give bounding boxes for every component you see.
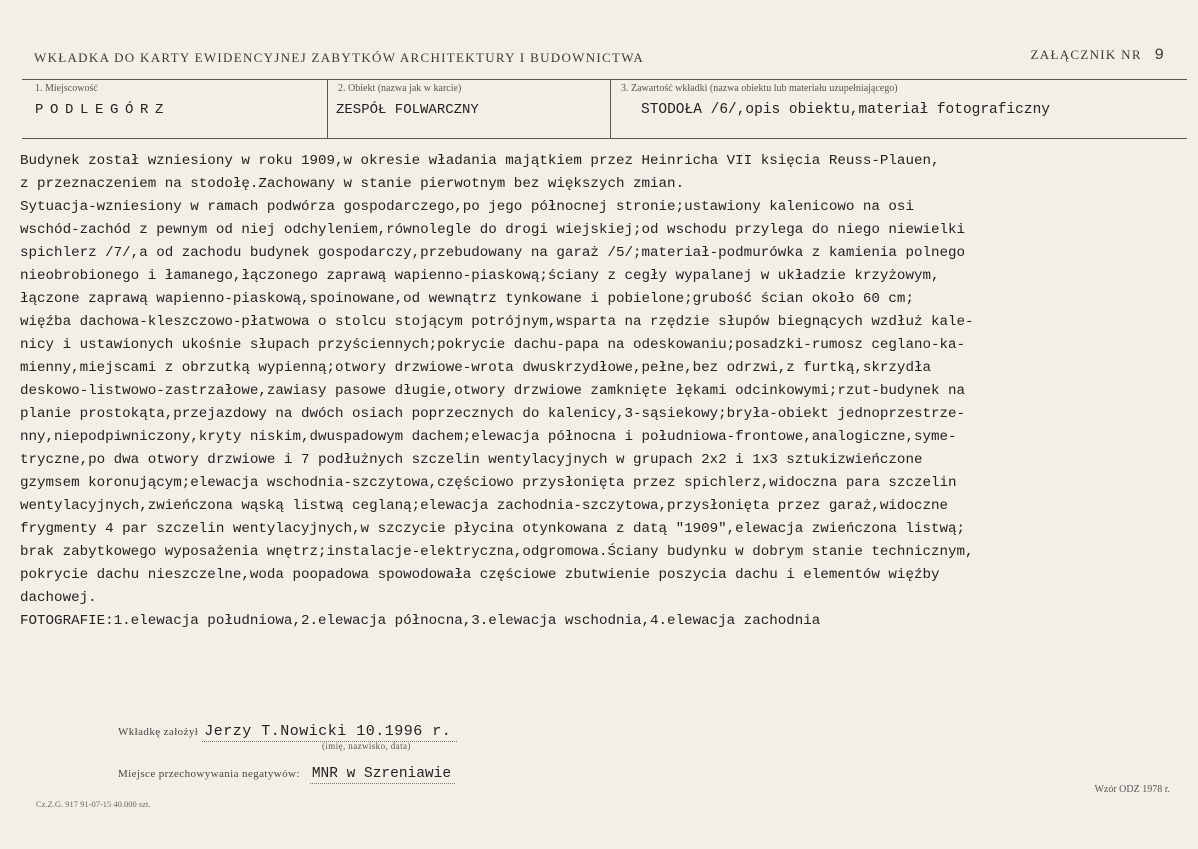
object-field	[327, 80, 479, 138]
negatives-label: Miejsce przechowywania negatywów:	[118, 768, 300, 780]
print-info: Cz.Z.G. 917 91-07-15 40.000 szt.	[36, 799, 151, 809]
text-line: nny,niepodpiwniczony,kryty niskim,dwuspadowym dachem;elewacja północna i południowa-frontowe,analogiczne,syme-	[20, 429, 957, 445]
content-value: STODOŁA /6/,opis obiektu,materiał fotograficzny	[641, 102, 1050, 118]
photos-line: FOTOGRAFIE:1.elewacja południowa,2.elewacja północna,3.elewacja wschodnia,4.elewacja zachodnia	[20, 613, 821, 629]
form-header	[34, 46, 1164, 66]
text-line: brak zabytkowego wyposażenia wnętrz;instalacje-elektryczna,odgromowa.Ściany budynku w dobrym stanie technicznym,	[20, 544, 974, 560]
text-line: z przeznaczeniem na stodołę.Zachowany w stanie pierwotnym bez większych zmian.	[20, 176, 685, 192]
location-value: PODLEGÓRZ	[35, 102, 171, 118]
content-label: 3. Zawartość wkładki (nazwa obiektu lub materiału uzupełniającego)	[621, 83, 898, 94]
text-line: gzymsem koronującym;elewacja wschodnia-szczytowa,częściowo przysłonięta przez spichlerz,widoczna para szczelin	[20, 475, 957, 491]
text-line: deskowo-listwowo-zastrzałowe,zawiasy pasowe długie,otwory drzwiowe zamknięte łękami odcinkowymi;rzut-budynek na	[20, 383, 966, 399]
object-value: ZESPÓŁ FOLWARCZNY	[336, 102, 479, 118]
text-line: tryczne,po dwa otwory drzwiowe i 7 podłużnych szczelin wentylacyjnych w grupach 2x2 i 1x3 sztukizwieńczone	[20, 452, 923, 468]
text-line: pokrycie dachu nieszczelne,woda poopadowa spowodowała częściowe zbutwienie poszycia dachu i elementów więźby	[20, 567, 940, 583]
negatives-row	[118, 764, 455, 784]
text-line: dachowej.	[20, 590, 97, 606]
text-line: nicy i ustawionych ukośnie słupach przyściennych;pokrycie dachu-papa na odeskowaniu;posadzki-rumosz ceglano-ka-	[20, 337, 966, 353]
location-label: 1. Miejscowość	[35, 83, 98, 94]
form-fields-row	[22, 79, 1187, 139]
content-field	[610, 80, 1050, 138]
created-by-value: Jerzy T.Nowicki 10.1996 r.	[202, 723, 457, 742]
form-title: WKŁADKA DO KARTY EWIDENCYJNEJ ZABYTKÓW ARCHITEKTURY I BUDOWNICTWA	[34, 50, 645, 65]
negatives-value: MNR w Szreniawie	[310, 766, 455, 784]
text-line: Budynek został wzniesiony w roku 1909,w okresie władania majątkiem przez Heinricha VII księcia Reuss-Plauen,	[20, 153, 940, 169]
text-line: mienny,miejscami z obrzutką wypienną;otwory drzwiowe-wrota dwuskrzydłowe,pełne,bez odrzwi,z furtką,skrzydła	[20, 360, 931, 376]
object-label: 2. Obiekt (nazwa jak w karcie)	[338, 83, 462, 94]
form-code: Wzór ODZ 1978 r.	[1094, 784, 1170, 795]
description-text	[20, 150, 1190, 633]
attachment-label: ZAŁĄCZNIK NR	[1030, 47, 1142, 62]
text-line: planie prostokąta,przejazdowy na dwóch osiach poprzecznych do kalenicy,3-sąsiekowy;bryła-obiekt jednoprzestrze-	[20, 406, 966, 422]
text-line: frygmenty 4 par szczelin wentylacyjnych,w szczycie płycina otynkowana z datą "1909",elewacja zwieńczona listwą;	[20, 521, 966, 537]
text-line: spichlerz /7/,a od zachodu budynek gospodarczy,przebudowany na garaż /5/;materiał-podmurówka z kamienia polnego	[20, 245, 966, 261]
text-line: łączone zaprawą wapienno-piaskową,spoinowane,od wewnątrz tynkowane i pobielone;grubość ścian około 60 cm;	[20, 291, 914, 307]
text-line: wschód-zachód z pewnym od niej odchyleniem,równolegle do drogi wiejskiej;od wschodu przylega do niego niewielki	[20, 222, 966, 238]
created-by-note: (imię, nazwisko, data)	[322, 741, 411, 751]
attachment-number: 9	[1154, 46, 1164, 64]
attachment-number-block	[1031, 46, 1164, 64]
text-line: wentylacyjnych,zwieńczona wąską listwą ceglaną;elewacja zachodnia-szczytowa,przysłonięta przez garaż,widoczne	[20, 498, 949, 514]
text-line: więźba dachowa-kleszczowo-płatwowa o stolcu stojącym potrójnym,wsparta na rzędzie słupów biegnących wzdłuż kale-	[20, 314, 974, 330]
created-by-row	[118, 722, 457, 742]
text-line: nieobrobionego i łamanego,łączonego zaprawą wapienno-piaskową;ściany z cegły wypalanej w układzie krzyżowym,	[20, 268, 940, 284]
created-by-label: Wkładkę założył	[118, 726, 199, 738]
text-line: Sytuacja-wzniesiony w ramach podwórza gospodarczego,po jego północnej stronie;ustawiony kalenicowo na osi	[20, 199, 914, 215]
